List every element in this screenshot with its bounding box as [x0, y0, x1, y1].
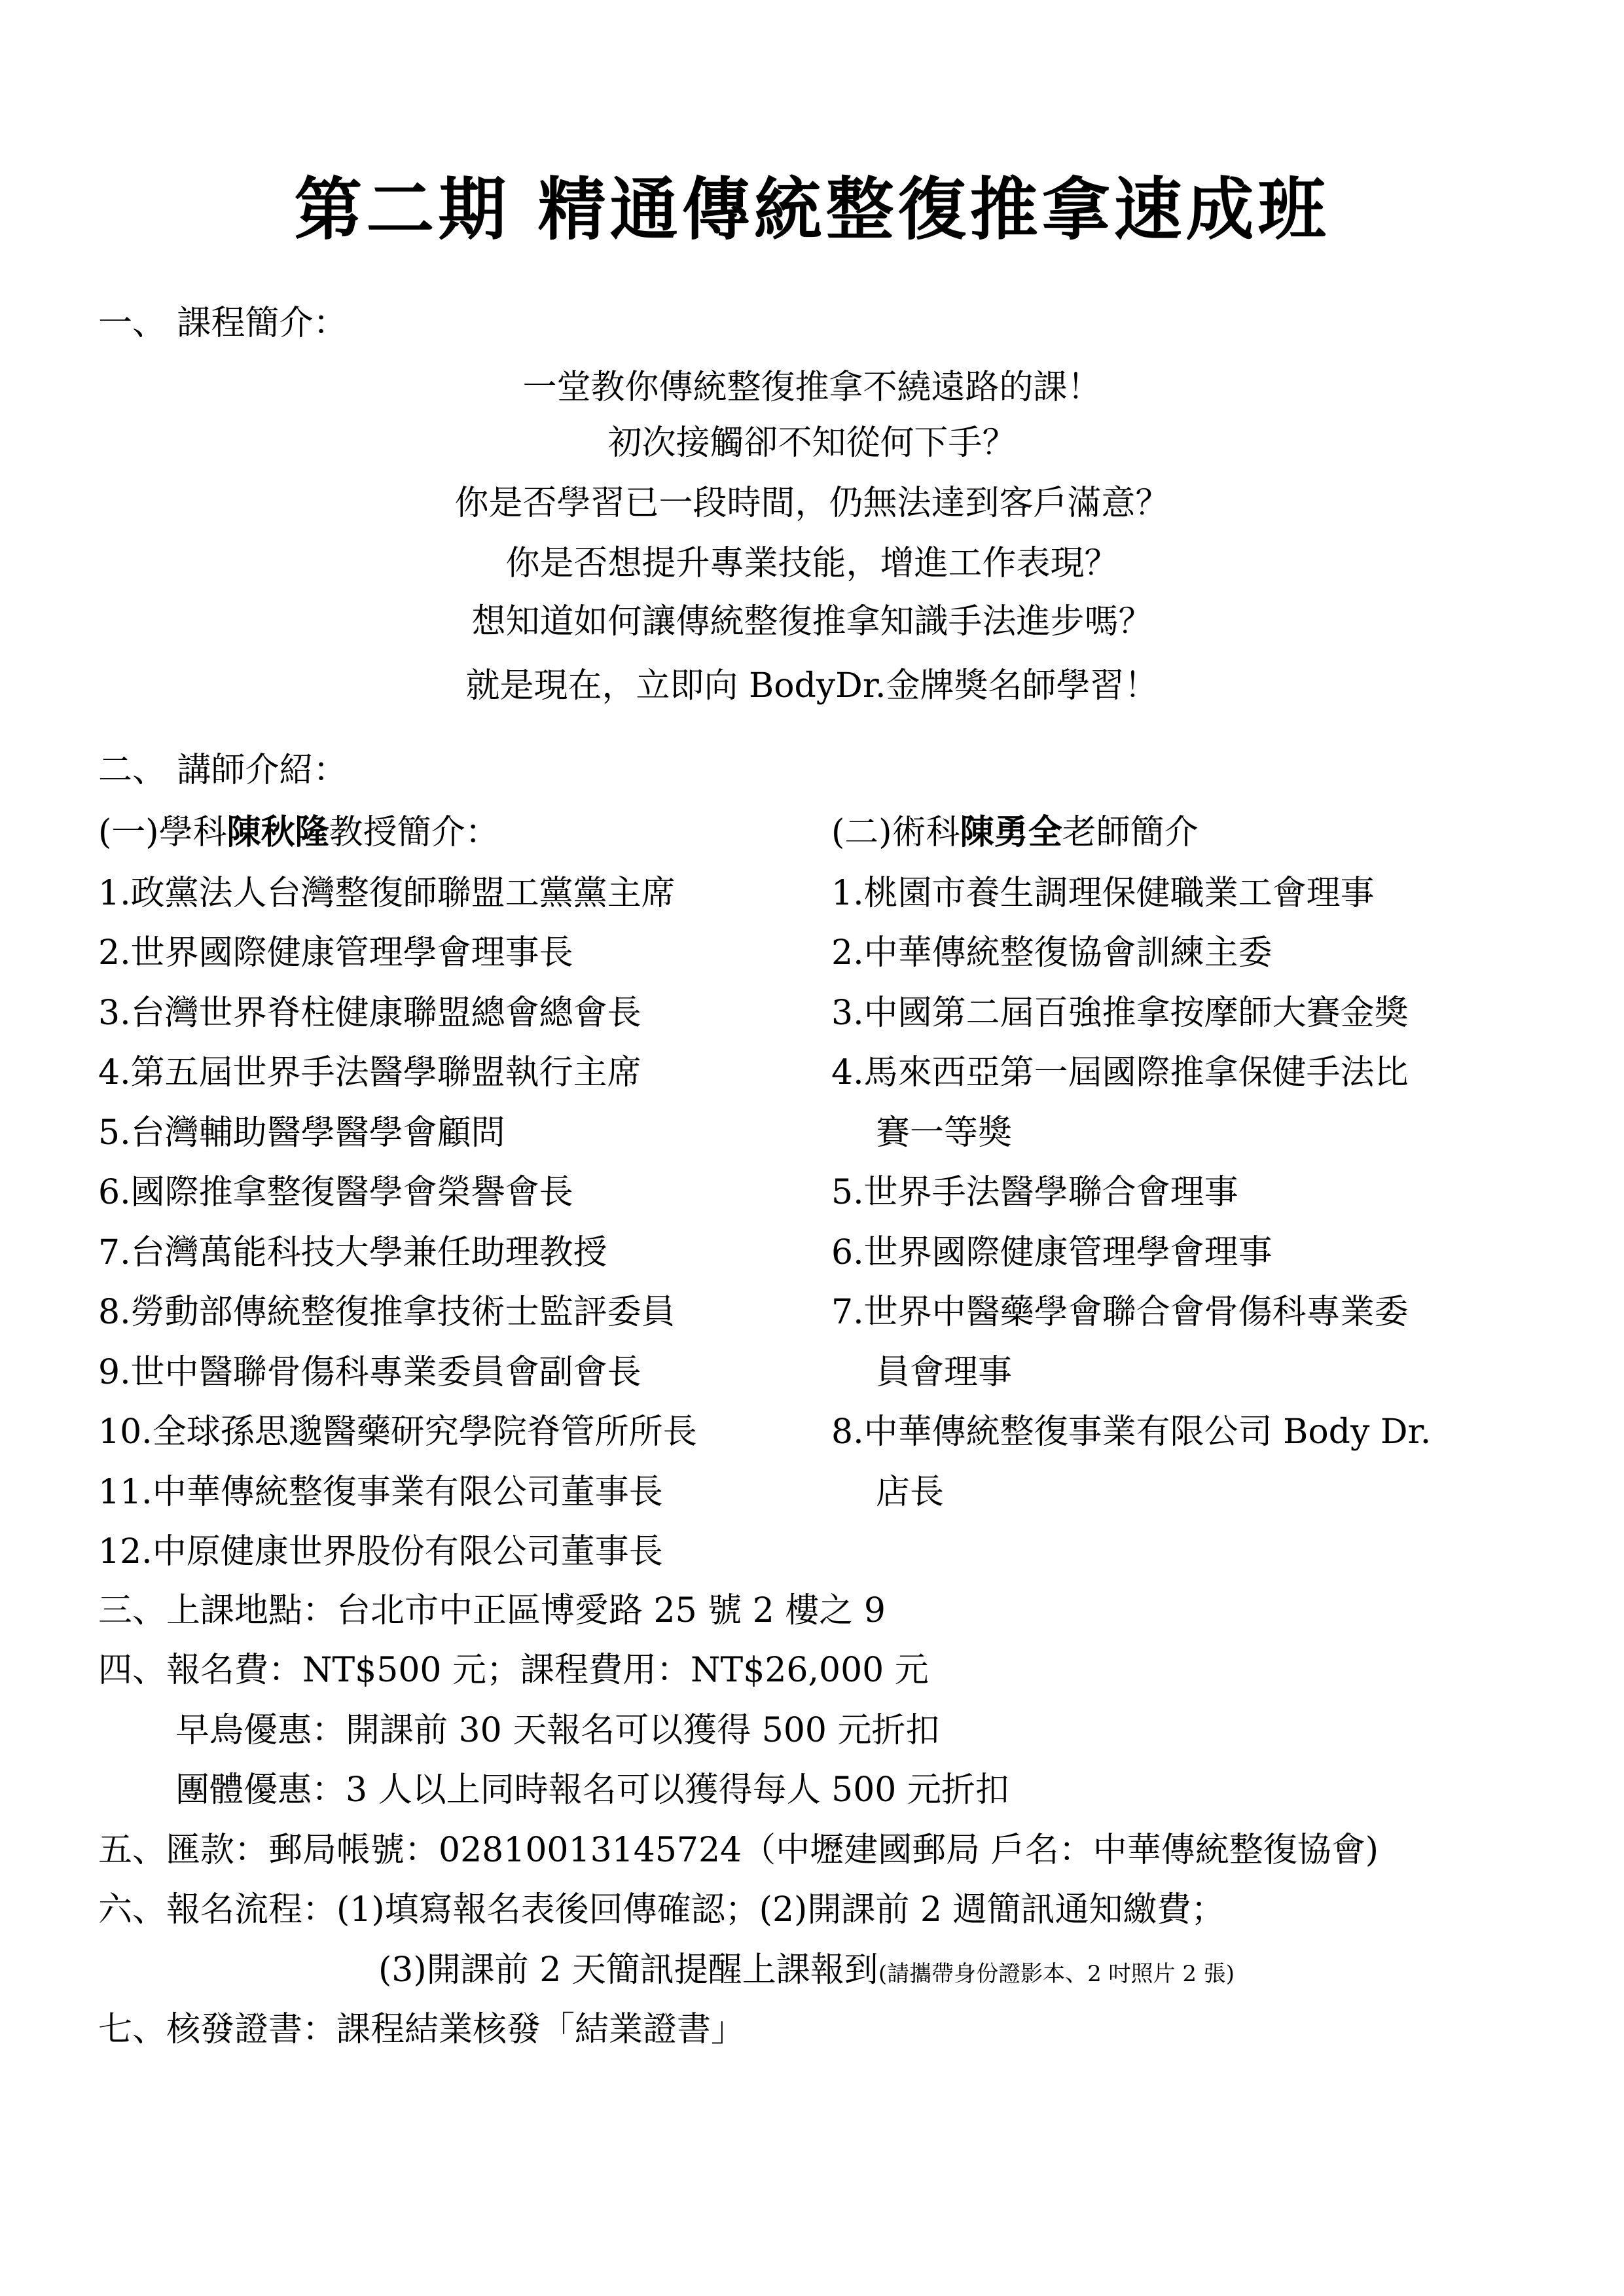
right-teacher-item: 7.世界中醫藥學會聯合會骨傷科專業委: [831, 1293, 1409, 1332]
right-teacher-item: 6.世界國際健康管理學會理事: [831, 1233, 1272, 1272]
intro-line: 就是現在，立即向 BodyDr.金牌獎名師學習！: [465, 666, 1159, 706]
intro-line: 你是否學習已一段時間，仍無法達到客戶滿意？: [454, 484, 1170, 523]
teachers-heading: 二、 講師介紹：: [98, 751, 348, 790]
left-teacher-item: 1.政黨法人台灣整復師聯盟工黨黨主席: [98, 874, 676, 913]
intro-line: 初次接觸卻不知從何下手？: [607, 423, 1017, 463]
right-teacher-item: 1.桃園市養生調理保健職業工會理事: [831, 874, 1375, 913]
left-teacher-item: 4.第五屆世界手法醫學聯盟執行主席: [98, 1053, 641, 1092]
process-line: 六、報名流程：(1)填寫報名表後回傳確認；(2)開課前 2 週簡訊通知繳費；: [98, 1890, 1225, 1929]
left-teacher-item: 12.中原健康世界股份有限公司董事長: [98, 1532, 663, 1571]
left-teacher-item: 5.台灣輔助醫學醫學會顧問: [98, 1113, 505, 1153]
group-discount-line: 團體優惠：3 人以上同時報名可以獲得每人 500 元折扣: [175, 1770, 1009, 1810]
intro-line: 想知道如何讓傳統整復推拿知識手法進步嗎？: [471, 602, 1153, 641]
intro-heading: 一、 課程簡介：: [98, 304, 348, 343]
left-teacher-item: 10.全球孫思邈醫藥研究學院脊管所所長: [98, 1412, 697, 1452]
right-teacher-item: 5.世界手法醫學聯合會理事: [831, 1173, 1238, 1212]
intro-line: 你是否想提升專業技能，增進工作表現？: [505, 544, 1119, 583]
process-note: (請攜帶身份證影本、2 吋照片 2 張): [878, 1961, 1235, 1987]
remittance-line: 五、匯款：郵局帳號：02810013145724（中壢建國郵局 戶名：中華傳統整復協會): [98, 1831, 1379, 1870]
process-line-2: (3)開課前 2 天簡訊提醒上課報到(請攜帶身份證影本、2 吋照片 2 張): [378, 1950, 1235, 1990]
right-teacher-item: 3.中國第二屆百強推拿按摩師大賽金獎: [831, 994, 1409, 1033]
left-teacher-name: 陳秋隆: [226, 812, 329, 852]
certificate-line: 七、核發證書：課程結業核發「結業證書」: [98, 2010, 746, 2049]
left-teacher-item: 11.中華傳統整復事業有限公司董事長: [98, 1473, 663, 1512]
right-teacher-item: 2.中華傳統整復協會訓練主委: [831, 933, 1272, 973]
left-teacher-heading: (一)學科陳秋隆教授簡介：: [98, 812, 499, 852]
left-teacher-item: 7.台灣萬能科技大學兼任助理教授: [98, 1233, 607, 1272]
left-teacher-item: 3.台灣世界脊柱健康聯盟總會總會長: [98, 994, 641, 1033]
page-title: 第二期 精通傳統整復推拿速成班: [294, 169, 1330, 249]
location-line: 三、上課地點：台北市中正區博愛路 25 號 2 樓之 9: [98, 1591, 886, 1630]
right-teacher-item-cont: 員會理事: [876, 1353, 1013, 1392]
left-teacher-item: 9.世中醫聯骨傷科專業委員會副會長: [98, 1353, 641, 1392]
early-bird-line: 早鳥優惠：開課前 30 天報名可以獲得 500 元折扣: [175, 1711, 940, 1750]
right-teacher-item: 4.馬來西亞第一屆國際推拿保健手法比: [831, 1053, 1409, 1092]
right-teacher-item: 8.中華傳統整復事業有限公司 Body Dr.: [831, 1412, 1432, 1452]
right-teacher-name: 陳勇全: [960, 812, 1062, 852]
right-teacher-item-cont: 店長: [876, 1473, 945, 1512]
fees-line: 四、報名費：NT$500 元；課程費用：NT$26,000 元: [98, 1651, 929, 1690]
right-teacher-heading: (二)術科陳勇全老師簡介: [831, 812, 1199, 852]
left-teacher-item: 8.勞動部傳統整復推拿技術士監評委員: [98, 1293, 676, 1332]
intro-line: 一堂教你傳統整復推拿不繞遠路的課！: [522, 368, 1102, 407]
left-teacher-item: 6.國際推拿整復醫學會榮譽會長: [98, 1173, 573, 1212]
left-teacher-item: 2.世界國際健康管理學會理事長: [98, 933, 573, 973]
right-teacher-item-cont: 賽一等獎: [876, 1113, 1013, 1153]
